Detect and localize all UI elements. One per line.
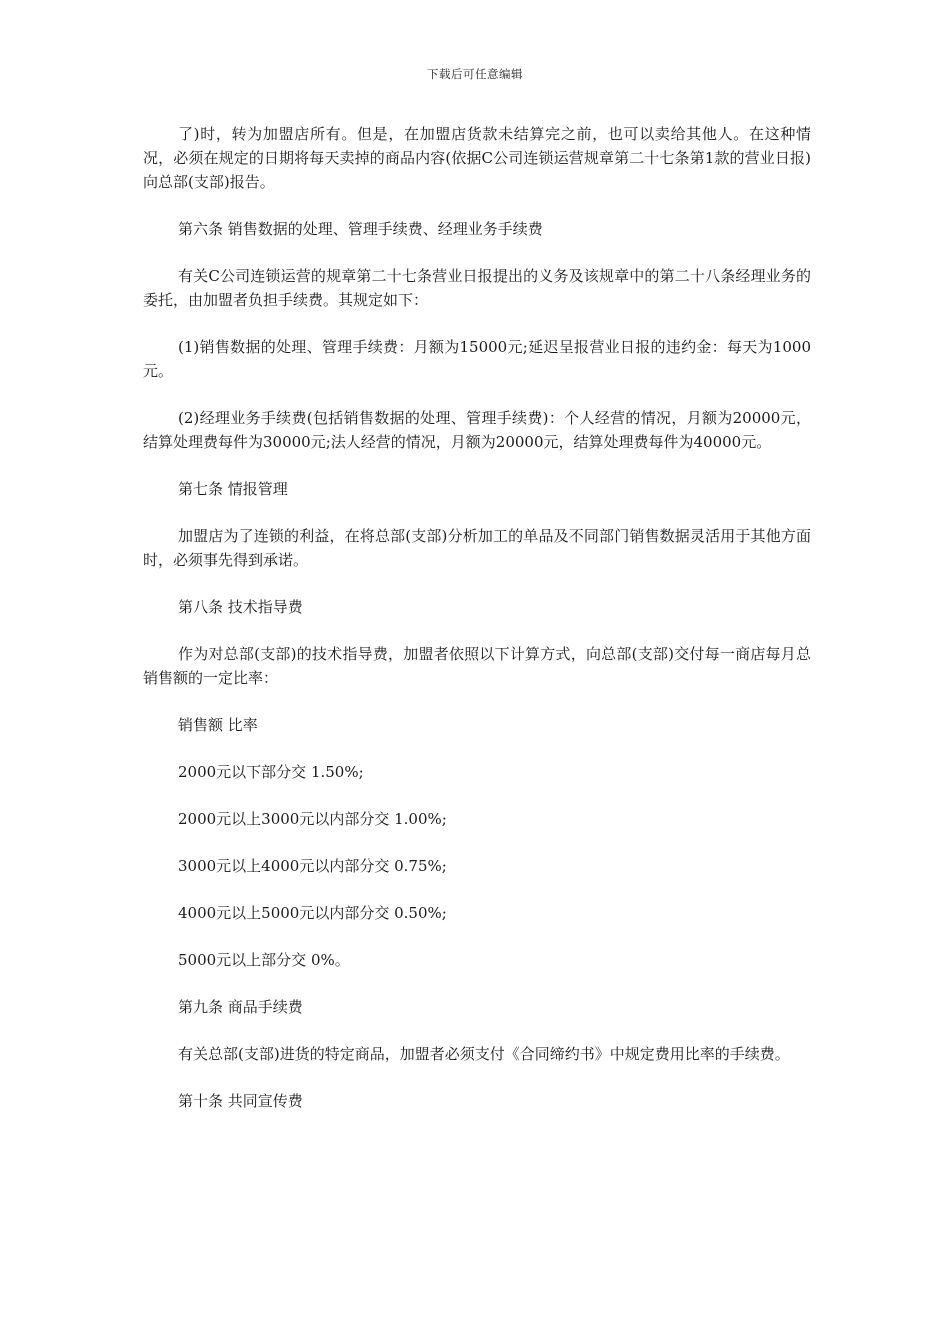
rate-row: 2000元以上3000元以内部分交 1.00%;	[178, 810, 447, 828]
document-body	[143, 122, 811, 1136]
rate-row: 2000元以下部分交 1.50%;	[178, 763, 364, 781]
rate-row: 4000元以上5000元以内部分交 0.50%;	[178, 904, 447, 922]
paragraph-continuation: 了)时，转为加盟店所有。但是，在加盟店货款未结算完之前，也可以卖给其他人。在这种情况，必须在规定的日期将每天卖掉的商品内容(依据C公司连锁运营规章第二十七条第1款的营业日报)向总部(支部)报告。	[143, 125, 811, 191]
article-8-body: 作为对总部(支部)的技术指导费，加盟者依照以下计算方式，向总部(支部)交付每一商店每月总销售额的一定比率：	[143, 645, 811, 687]
article-6-item-2: (2)经理业务手续费(包括销售数据的处理、管理手续费)：个人经营的情况，月额为20000元，结算处理费每件为30000元;法人经营的情况，月额为20000元，结算处理费每件为40000元。	[143, 409, 811, 451]
article-6-item-1: (1)销售数据的处理、管理手续费：月额为15000元;延迟呈报营业日报的违约金：每天为1000元。	[143, 338, 811, 380]
article-8-heading: 第八条 技术指导费	[178, 598, 303, 616]
page-header: 下载后可任意编辑	[427, 67, 523, 81]
rate-row: 3000元以上4000元以内部分交 0.75%;	[178, 857, 447, 875]
article-9-body: 有关总部(支部)进货的特定商品，加盟者必须支付《合同缔约书》中规定费用比率的手续费。	[178, 1045, 790, 1063]
rate-table-header: 销售额 比率	[178, 716, 258, 734]
article-7-heading: 第七条 情报管理	[178, 480, 288, 498]
article-7-body: 加盟店为了连锁的利益，在将总部(支部)分析加工的单品及不同部门销售数据灵活用于其他方面时，必须事先得到承诺。	[143, 527, 811, 569]
article-6-intro: 有关C公司连锁运营的规章第二十七条营业日报提出的义务及该规章中的第二十八条经理业务的委托，由加盟者负担手续费。其规定如下：	[143, 267, 811, 309]
rate-row: 5000元以上部分交 0%。	[178, 951, 350, 969]
article-6-heading: 第六条 销售数据的处理、管理手续费、经理业务手续费	[178, 220, 543, 238]
article-9-heading: 第九条 商品手续费	[178, 998, 303, 1016]
article-10-heading: 第十条 共同宣传费	[178, 1092, 303, 1110]
